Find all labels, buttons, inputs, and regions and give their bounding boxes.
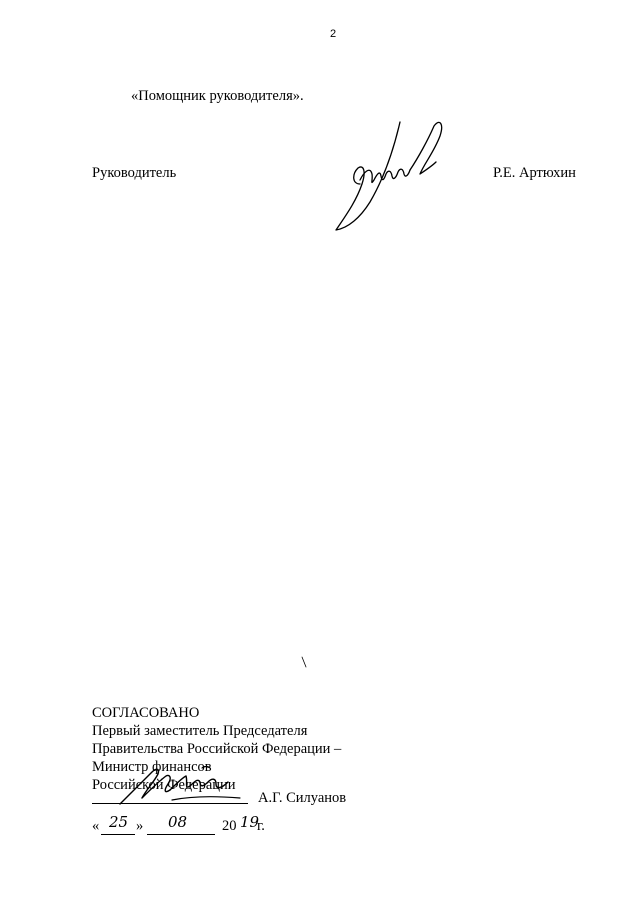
approval-heading: СОГЛАСОВАНО <box>92 705 200 721</box>
page-number: 2 <box>330 28 337 40</box>
head-signature-image <box>328 118 454 236</box>
date-day: 25 <box>109 813 129 831</box>
date-month: 08 <box>168 813 188 831</box>
intro-text: «Помощник руководителя». <box>131 88 304 104</box>
date-month-line <box>147 834 215 835</box>
approval-line-3: Министр финансов <box>92 759 212 775</box>
approval-signature-image <box>112 760 252 808</box>
approval-line-4: Российской Федерации <box>92 777 236 793</box>
date-year-prefix: 20 <box>222 818 237 834</box>
stray-mark <box>300 655 310 669</box>
head-position: Руководитель <box>92 165 177 181</box>
approval-name: А.Г. Силуанов <box>258 790 347 806</box>
approval-line-1: Первый заместитель Председателя <box>92 723 308 739</box>
head-name: Р.Е. Артюхин <box>493 165 576 181</box>
date-day-line <box>101 834 135 835</box>
date-year-unit: г. <box>257 818 265 834</box>
date-close-quote: » <box>136 818 144 834</box>
date-year-suffix: 19 <box>240 813 260 831</box>
date-open-quote: « <box>92 818 100 834</box>
approval-line-2: Правительства Российской Федерации – <box>92 741 342 757</box>
